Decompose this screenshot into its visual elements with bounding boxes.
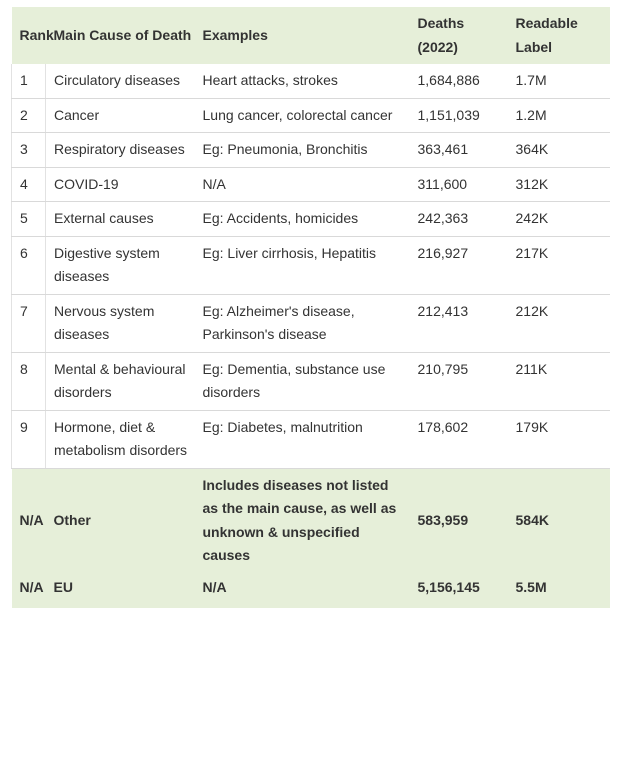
footer-examples: Includes diseases not listed as the main cause, as well as unknown & unspecified causes [195, 468, 408, 574]
footer-rank: N/A [12, 468, 46, 574]
cell-cause: Nervous system diseases [46, 294, 195, 352]
header-examples: Examples [195, 7, 408, 64]
table-row [12, 64, 610, 98]
cell-cause: Circulatory diseases [46, 64, 195, 98]
causes-of-death-table [11, 7, 610, 608]
table-row [12, 98, 610, 133]
cell-examples: Eg: Liver cirrhosis, Hepatitis [195, 236, 408, 294]
header-readable-label: Readable Label [506, 7, 610, 64]
table-row [12, 236, 610, 294]
header-cause: Main Cause of Death [46, 7, 195, 64]
cell-examples: Eg: Pneumonia, Bronchitis [195, 133, 408, 168]
cell-readable-label: 1.7M [506, 64, 610, 98]
cell-cause: Digestive system diseases [46, 236, 195, 294]
header-rank: Rank [12, 7, 46, 64]
header-row [12, 7, 610, 64]
cell-readable-label: 312K [506, 167, 610, 202]
cell-deaths: 363,461 [408, 133, 506, 168]
cell-cause: External causes [46, 202, 195, 237]
cell-readable-label: 364K [506, 133, 610, 168]
cell-rank: 5 [12, 202, 46, 237]
footer-rank: N/A [12, 574, 46, 608]
footer-row-eu [12, 574, 610, 608]
cell-cause: Hormone, diet & metabolism disorders [46, 410, 195, 468]
cell-readable-label: 212K [506, 294, 610, 352]
footer-deaths: 5,156,145 [408, 574, 506, 608]
cell-cause: Respiratory diseases [46, 133, 195, 168]
cell-readable-label: 217K [506, 236, 610, 294]
footer-examples: N/A [195, 574, 408, 608]
cell-rank: 2 [12, 98, 46, 133]
footer-readable-label: 5.5M [506, 574, 610, 608]
cell-deaths: 212,413 [408, 294, 506, 352]
table-row [12, 167, 610, 202]
cell-examples: Eg: Alzheimer's disease, Parkinson's disease [195, 294, 408, 352]
cell-deaths: 216,927 [408, 236, 506, 294]
table-row [12, 352, 610, 410]
cell-readable-label: 1.2M [506, 98, 610, 133]
cell-examples: Heart attacks, strokes [195, 64, 408, 98]
cell-deaths: 210,795 [408, 352, 506, 410]
cell-rank: 8 [12, 352, 46, 410]
footer-readable-label: 584K [506, 468, 610, 574]
cell-rank: 6 [12, 236, 46, 294]
cell-rank: 3 [12, 133, 46, 168]
cell-examples: N/A [195, 167, 408, 202]
cell-examples: Eg: Diabetes, malnutrition [195, 410, 408, 468]
cell-deaths: 1,684,886 [408, 64, 506, 98]
cell-cause: Mental & behavioural disorders [46, 352, 195, 410]
cell-deaths: 242,363 [408, 202, 506, 237]
footer-cause: Other [46, 468, 195, 574]
cell-rank: 9 [12, 410, 46, 468]
cell-examples: Eg: Accidents, homicides [195, 202, 408, 237]
cell-readable-label: 242K [506, 202, 610, 237]
cell-rank: 4 [12, 167, 46, 202]
cell-readable-label: 211K [506, 352, 610, 410]
cell-deaths: 311,600 [408, 167, 506, 202]
cell-rank: 7 [12, 294, 46, 352]
cell-readable-label: 179K [506, 410, 610, 468]
cell-cause: COVID-19 [46, 167, 195, 202]
footer-row-other [12, 468, 610, 574]
header-deaths: Deaths (2022) [408, 7, 506, 64]
footer-deaths: 583,959 [408, 468, 506, 574]
cell-cause: Cancer [46, 98, 195, 133]
cell-deaths: 178,602 [408, 410, 506, 468]
cell-examples: Eg: Dementia, substance use disorders [195, 352, 408, 410]
table-row [12, 202, 610, 237]
cell-examples: Lung cancer, colorectal cancer [195, 98, 408, 133]
cell-rank: 1 [12, 64, 46, 98]
footer-cause: EU [46, 574, 195, 608]
cell-deaths: 1,151,039 [408, 98, 506, 133]
table-row [12, 410, 610, 468]
table-row [12, 133, 610, 168]
table-row [12, 294, 610, 352]
